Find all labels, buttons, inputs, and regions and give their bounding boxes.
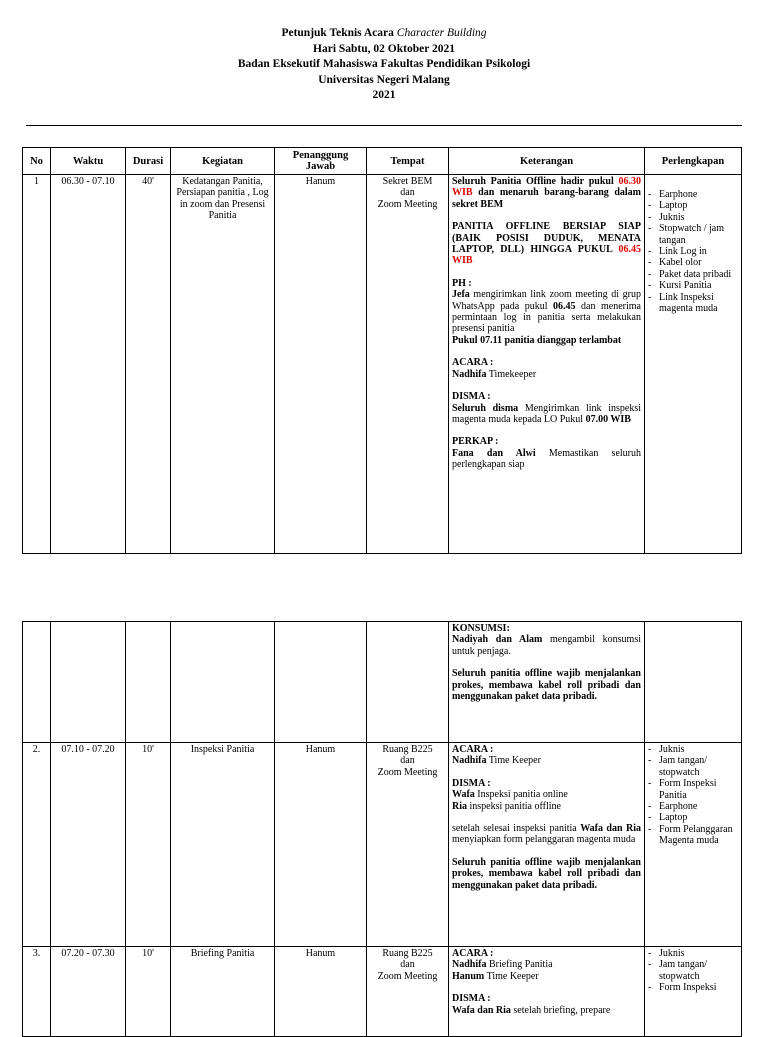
cell-waktu: 07.10 - 07.20 <box>51 743 126 947</box>
ket-prokes: Seluruh panitia offline wajib menjalankan prokes, membawa kabel roll pribadi dan menggunakan paket data pribadi. <box>452 668 641 703</box>
cell-perlengkapan <box>645 947 742 1037</box>
table-row <box>23 947 742 1037</box>
list-item: - Jam tangan/ stopwatch <box>648 959 738 982</box>
col-header-keterangan: Keterangan <box>449 148 645 175</box>
ket-ph-title: PH : <box>452 277 472 289</box>
ket-acara-text: Nadhifa Time Keeper <box>452 755 541 767</box>
list-item: - Juknis <box>648 744 738 755</box>
header-divider <box>26 125 742 126</box>
ket-ph-text: Jefa mengirimkan link zoom meeting di grup WhatsApp pada pukul 06.45 dan menerima permintaan log in panitia serta melakukan presensi panitia <box>452 289 641 335</box>
list-item: - Jam tangan/ stopwatch <box>648 755 738 778</box>
list-item: - Link Inspeksi magenta muda <box>648 292 738 315</box>
ket-acara-title: ACARA : <box>452 744 494 755</box>
ket-perkap-text: Fana dan Alwi Memastikan seluruh perlengkapan siap <box>452 447 641 471</box>
list-item: - Earphone <box>648 189 738 200</box>
schedule-table-page-1 <box>22 147 742 554</box>
list-item: - Form Inspeksi <box>648 982 738 993</box>
col-header-kegiatan: Kegiatan <box>171 148 275 175</box>
header-line-2: Hari Sabtu, 02 Oktober 2021 <box>313 42 455 55</box>
cell-tempat: Sekret BEM dan Zoom Meeting <box>367 175 449 554</box>
cell-penanggung-jawab: Hanum <box>275 743 367 947</box>
list-item: - Stopwatch / jam tangan <box>648 223 738 246</box>
col-header-durasi: Durasi <box>126 148 171 175</box>
list-item: - Earphone <box>648 801 738 812</box>
ket-late: Pukul 07.11 panitia dianggap terlambat <box>452 334 622 346</box>
ket-disma-title: DISMA : <box>452 993 491 1005</box>
ket-after-inspection: setelah selesai inspeksi panitia Wafa dan Ria menyiapkan form pelanggaran magenta muda <box>452 823 641 846</box>
table-row <box>23 175 742 554</box>
cell-keterangan <box>449 175 645 554</box>
ket-konsumsi-title: KONSUMSI: <box>452 623 510 634</box>
header-line-3: Badan Eksekutif Mahasiswa Fakultas Pendidikan Psikologi <box>237 58 531 70</box>
ket-acara-title: ACARA : <box>452 357 494 369</box>
ket-acara-title: ACARA : <box>452 948 494 959</box>
cell-penanggung-jawab: Hanum <box>275 947 367 1037</box>
list-item: - Laptop <box>648 812 738 823</box>
ket-disma-text: Wafa dan Ria setelah briefing, prepare <box>452 1004 611 1016</box>
cell-penanggung-jawab: Hanum <box>275 175 367 554</box>
list-item: - Juknis <box>648 948 738 959</box>
list-item: - Link Log in <box>648 246 738 257</box>
list-item: - Kursi Panitia <box>648 280 738 291</box>
ket-ready: PANITIA OFFLINE BERSIAP SIAP (BAIK POSISI DUDUK, MENATA LAPTOP, DLL) HINGGA PUKUL 06.45 WIB <box>452 221 642 267</box>
cell-no: 2. <box>23 743 51 947</box>
ket-disma-title: DISMA : <box>452 777 491 789</box>
document-header <box>0 26 768 104</box>
cell-tempat: Ruang B225 dan Zoom Meeting <box>367 743 449 947</box>
col-header-tempat: Tempat <box>367 148 449 175</box>
cell-waktu: 07.20 - 07.30 <box>51 947 126 1037</box>
schedule-table-page-2 <box>22 621 742 1037</box>
cell-no: 1 <box>23 175 51 554</box>
cell-durasi: 10' <box>126 947 171 1037</box>
cell-tempat: Ruang B225 dan Zoom Meeting <box>367 947 449 1037</box>
ket-prokes: Seluruh panitia offline wajib menjalankan prokes, membawa kabel roll pribadi dan menggunakan paket data pribadi. <box>452 856 641 891</box>
cell-perlengkapan <box>645 175 742 554</box>
header-line-5: 2021 <box>372 89 396 101</box>
ket-arrival: Seluruh Panitia Offline hadir pukul 06.30 WIB dan menaruh barang-barang dalam sekret BEM <box>452 176 642 210</box>
list-item: - Kabel olor <box>648 257 738 268</box>
cell-kegiatan: Briefing Panitia <box>171 947 275 1037</box>
col-header-no: No <box>23 148 51 175</box>
cell-kegiatan: Inspeksi Panitia <box>171 743 275 947</box>
table-header-row <box>23 148 742 175</box>
cell-no: 3. <box>23 947 51 1037</box>
list-item: - Form Inspeksi Panitia <box>648 778 738 801</box>
col-header-waktu: Waktu <box>51 148 126 175</box>
ket-perkap-title: PERKAP : <box>452 436 499 448</box>
col-header-perlengkapan: Perlengkapan <box>645 148 742 175</box>
list-item: - Paket data pribadi <box>648 269 738 280</box>
cell-durasi: 10' <box>126 743 171 947</box>
list-item: - Laptop <box>648 200 738 211</box>
cell-keterangan <box>449 622 645 743</box>
ket-disma-text: Seluruh disma Mengirimkan link inspeksi magenta muda kepada LO Pukul 07.00 WIB <box>452 402 641 425</box>
cell-kegiatan: Kedatangan Panitia, Persiapan panitia , Log in zoom dan Presensi Panitia <box>171 175 275 554</box>
col-header-penanggung-jawab: Penanggung Jawab <box>275 148 367 175</box>
ket-disma-text-1: Wafa Inspeksi panitia online <box>452 789 568 801</box>
list-item: - Juknis <box>648 212 738 223</box>
list-item: - Form Pelanggaran Magenta muda <box>648 824 738 847</box>
cell-keterangan <box>449 743 645 947</box>
ket-konsumsi-text: Nadiyah dan Alam mengambil konsumsi untuk penjaga. <box>452 634 641 657</box>
cell-waktu: 06.30 - 07.10 <box>51 175 126 554</box>
cell-durasi: 40' <box>126 175 171 554</box>
ket-disma-title: DISMA : <box>452 391 491 403</box>
ket-acara-text-1: Nadhifa Briefing Panitia <box>452 959 553 971</box>
cell-keterangan <box>449 947 645 1037</box>
header-line-1: Petunjuk Teknis Acara Character Building <box>281 27 487 39</box>
table-row <box>23 743 742 947</box>
table-row <box>23 622 742 743</box>
ket-acara-text-2: Hanum Time Keeper <box>452 970 539 982</box>
cell-perlengkapan <box>645 743 742 947</box>
header-line-4: Universitas Negeri Malang <box>318 73 450 86</box>
ket-disma-text-2: Ria inspeksi panitia offline <box>452 800 561 812</box>
ket-acara-text: Nadhifa Timekeeper <box>452 368 537 380</box>
